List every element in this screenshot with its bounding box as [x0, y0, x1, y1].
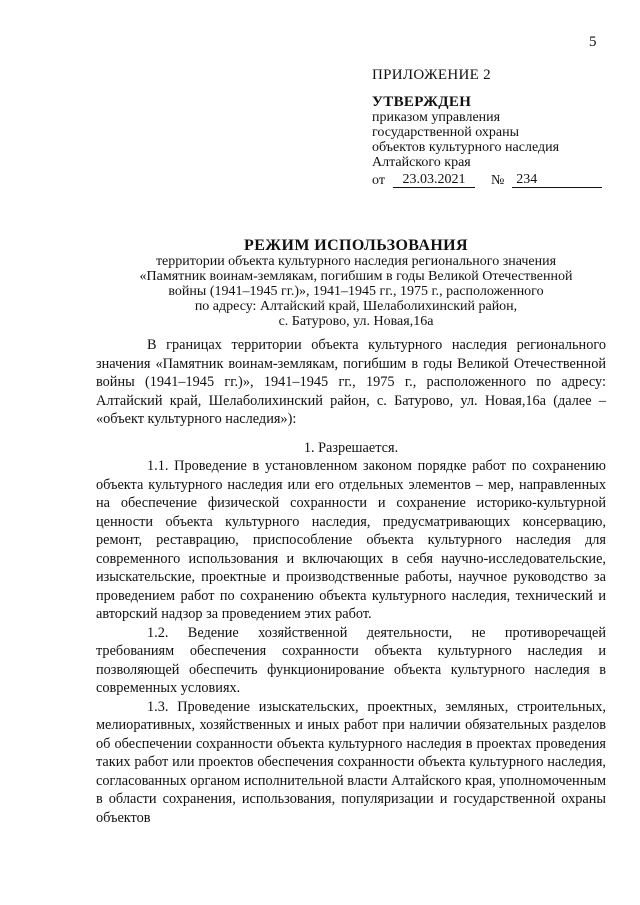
page-number: 5 — [589, 34, 597, 50]
item-paragraph: 1.2. Ведение хозяйственной деятельности, не противоречащей требованиям обеспечения сохранности объекта культурного наследия и позволяющей обеспечить функционирование объекта культурного наследия в современных условиях. — [96, 624, 606, 696]
appendix-line: Алтайского края — [372, 155, 471, 170]
order-date: 23.03.2021 — [393, 172, 475, 188]
intro-paragraph: В границах территории объекта культурного наследия регионального значения «Памятник воинам-землякам, погибшим в годы Великой Отечественной войны (1941–1945 гг.)», 1941–1945 гг., 1975 г., расположенного по адресу: Алтайский край, Шелаболихинский район, с. Батурово, ул. Новая,16а (далее – «объект культурного наследия»): — [96, 337, 606, 427]
heading-line: по адресу: Алтайский край, Шелаболихинский район, — [194, 299, 518, 314]
appendix-line: государственной охраны — [372, 125, 520, 140]
document-body — [96, 336, 606, 827]
appendix-block — [372, 68, 622, 188]
document-heading — [96, 238, 616, 329]
item-paragraph: 1.1. Проведение в установленном законом порядке работ по сохранению объекта культурного наследия или его отдельных элементов – мер, направленных на обеспечение физической сохранности и сохранение историко-культурной ценности объекта культурного наследия, предусматривающих консервацию, ремонт, реставрацию, приспособление объекта культурного наследия для современного использования и включающих в себя научно-исследовательские, изыскательские, проектные и производственные работы, научное руководство за проведением работ по сохранению объекта культурного наследия, технический и авторский надзор за проведением этих работ. — [96, 458, 606, 622]
order-number-label: № — [490, 173, 505, 188]
appendix-line: приказом управления — [372, 110, 501, 125]
order-number: 234 — [512, 172, 602, 188]
section-title: 1. Разрешается. — [303, 439, 399, 456]
approved-label: УТВЕРЖДЕН — [372, 94, 472, 110]
order-prefix: от — [372, 173, 385, 188]
heading-line: войны (1941–1945 гг.)», 1941–1945 гг., 1975 г., расположенного — [168, 284, 544, 299]
order-row — [372, 172, 622, 188]
appendix-line: объектов культурного наследия — [372, 140, 560, 155]
heading-line: «Памятник воинам-землякам, погибшим в годы Великой Отечественной — [139, 269, 573, 284]
heading-line: с. Батурово, ул. Новая,16а — [278, 314, 434, 329]
document-title: РЕЖИМ ИСПОЛЬЗОВАНИЯ — [244, 237, 468, 254]
item-paragraph: 1.3. Проведение изыскательских, проектных, земляных, строительных, мелиоративных, хозяйственных и иных работ при наличии обязательных разделов об обеспечении сохранности объекта культурного наследия в проектах проведения таких работ или проектов обеспечения сохранности объекта культурного наследия, согласованных органом исполнительной власти Алтайского края, уполномоченным в области сохранения, использования, популяризации и государственной охраны объектов — [96, 698, 606, 826]
appendix-title: ПРИЛОЖЕНИЕ 2 — [372, 67, 491, 83]
heading-line: территории объекта культурного наследия регионального значения — [155, 254, 557, 269]
